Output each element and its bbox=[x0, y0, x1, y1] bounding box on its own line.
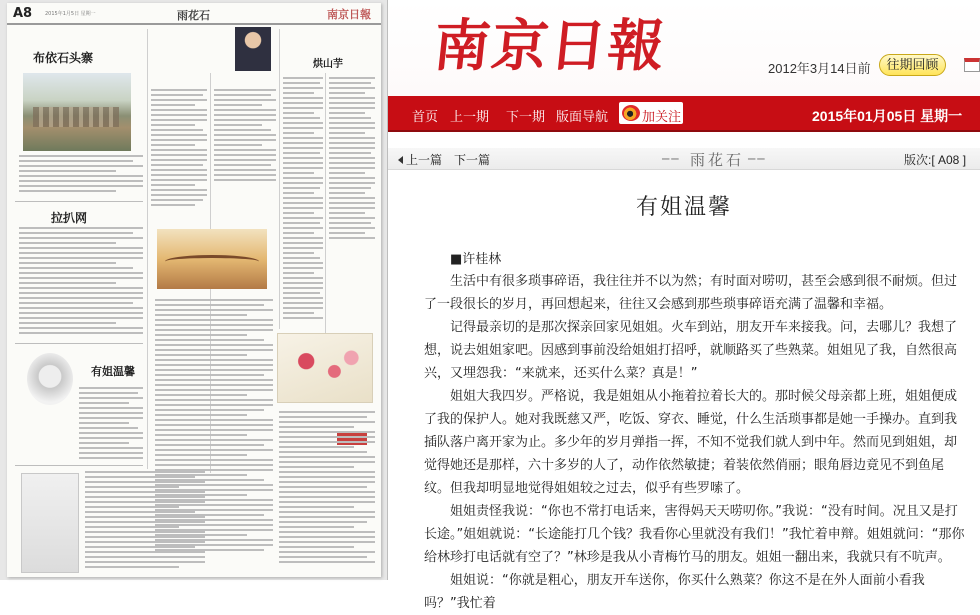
story-divider bbox=[15, 343, 143, 344]
page-sheet[interactable] bbox=[7, 3, 381, 577]
past-issues-button[interactable]: 往期回顾 bbox=[879, 54, 946, 76]
newspaper-logo[interactable]: 南京日報 bbox=[430, 13, 670, 79]
nav-previous-issue[interactable]: 上一期 bbox=[450, 109, 490, 124]
thumb-headline[interactable]: 烘山芋 bbox=[313, 59, 343, 70]
article-paragraph: 生活中有很多琐事碎语，我往往并不以为然；有时面对唠叨，甚至会感到很不耐烦。但过了一段很长的岁月，再回想起来，往往又会感到那些琐事碎语充满了温馨和幸福。 bbox=[424, 274, 958, 312]
page-header-strip bbox=[7, 3, 381, 25]
article-paragraph: 姐姐责怪我说：“你也不常打电话来，害得妈天天唠叨你。”我说：“没有时间。况且又是打长途。”姐姐就说：“长途能打几个钱？我看你心里就没有我们！”我忙着申辩。姐姐就问：“那你给林珍打电话就有空了？”林珍是我从小青梅竹马的朋友。姐姐一翻出来，我就只有不吭声。 bbox=[424, 504, 965, 565]
text-column bbox=[151, 89, 207, 209]
column-box bbox=[21, 473, 79, 573]
thumb-headline[interactable]: 有姐温馨 bbox=[91, 365, 135, 378]
text-column bbox=[214, 89, 276, 184]
nav-home[interactable]: 首页 bbox=[412, 109, 439, 124]
article-paragraph: 姐姐说：“你就是粗心，朋友开车送你，你买什么熟菜？你这不是在外人面前小看我吗？”我忙着 bbox=[424, 573, 925, 611]
section-dash-left: ── bbox=[662, 152, 681, 166]
weibo-icon bbox=[622, 105, 640, 121]
text-column bbox=[155, 299, 273, 554]
text-column bbox=[19, 155, 143, 195]
portrait-sketch bbox=[27, 353, 73, 405]
bridge-illustration bbox=[157, 229, 267, 289]
triangle-left-icon bbox=[398, 156, 403, 164]
newspaper-page-thumbnail[interactable] bbox=[0, 0, 388, 580]
article-paragraph: 记得最亲切的是那次探亲回家见姐姐。火车到站，朋友开车来接我。问，去哪儿？我想了想，说去姐姐家吧。因感到事前没给姐姐打招呼，就顺路买了些熟菜。姐姐见了我，自然很高兴，又埋怨我：“来就来，还买什么菜？真是！” bbox=[424, 320, 958, 381]
text-column bbox=[279, 411, 375, 566]
edition-label: 版次:[ A08 ] bbox=[904, 153, 967, 167]
section-dash-right: ── bbox=[748, 152, 767, 166]
text-column bbox=[329, 77, 375, 242]
article-byline: ■许桂林 bbox=[450, 252, 502, 267]
next-article-link[interactable]: 下一篇 bbox=[454, 153, 491, 167]
column-rule bbox=[147, 29, 148, 469]
text-column bbox=[283, 77, 323, 322]
column-rule bbox=[279, 29, 280, 329]
prev-article-link[interactable]: 上一篇 bbox=[406, 153, 443, 167]
text-column bbox=[79, 387, 143, 462]
story-divider bbox=[15, 201, 143, 202]
calendar-icon[interactable] bbox=[964, 58, 980, 72]
text-column bbox=[19, 227, 143, 337]
thumb-headline[interactable]: 布依石头寨 bbox=[33, 51, 94, 65]
weibo-follow-label[interactable]: 加关注 bbox=[642, 109, 682, 124]
masthead bbox=[388, 0, 980, 96]
village-photo bbox=[23, 73, 131, 151]
issue-date: 2015年01月05日 星期一 bbox=[812, 108, 963, 124]
page-number: A8 bbox=[13, 6, 33, 21]
article-toolbar bbox=[388, 148, 980, 170]
page-section-name: 雨花石 bbox=[177, 9, 210, 22]
article-title: 有姐温馨 bbox=[635, 195, 732, 220]
article-reader bbox=[388, 0, 980, 611]
thumb-headline[interactable]: 拉扒网 bbox=[51, 211, 88, 225]
article-paragraph: 姐姐大我四岁。严格说，我是姐姐从小拖着拉着长大的。那时候父母亲都上班，姐姐便成了我的保护人。她对我既慈又严，吃饭、穿衣、睡觉，什么生活琐事都是她一手操办。直到我插队落户离开家为止。多少年的岁月弹指一挥，不知不觉我们就人到中年。然而见到姐姐，却觉得她还是那样，六十多岁的人了，动作依然敏捷；着装依然俏丽；眼角唇边竟见不到鱼尾纹。但我却明显地觉得姐姐较之过去，似乎有些罗嗦了。 bbox=[424, 389, 958, 496]
page-date-line: 2015年1月5日 星期一 bbox=[45, 11, 96, 17]
section-name: 雨花石 bbox=[690, 151, 745, 169]
archive-cutoff-date: 2012年3月14日前 bbox=[768, 61, 871, 76]
article-body bbox=[424, 270, 966, 615]
flower-painting bbox=[277, 333, 373, 403]
nav-page-navigation[interactable]: 版面导航 bbox=[556, 109, 609, 124]
story-divider bbox=[15, 465, 143, 466]
column-rule bbox=[325, 73, 326, 333]
page-brand-logo: 南京日報 bbox=[327, 8, 371, 21]
author-portrait bbox=[235, 27, 271, 71]
nav-next-issue[interactable]: 下一期 bbox=[506, 109, 546, 124]
